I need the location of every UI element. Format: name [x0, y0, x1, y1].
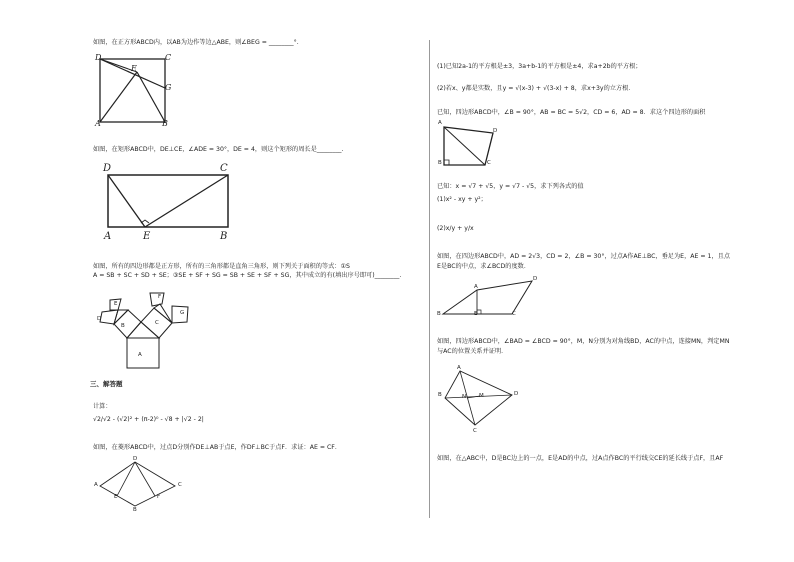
column-divider [429, 40, 430, 518]
question-rectangle-perimeter: 如图，在矩形ABCD中，DE⊥CE，∠ADE = 30°，DE = 4，则这个矩形的周长是________. [93, 146, 344, 153]
fig-r4-label-b: B [437, 311, 441, 317]
fig3-label-g: G [180, 310, 185, 316]
fig3-label-f: F [158, 294, 162, 300]
fig5-label-d: D [133, 456, 138, 462]
fig1-label-e: E [131, 64, 137, 73]
fig-r4-label-c: C [512, 311, 516, 317]
fig-r5-label-d: D [514, 391, 519, 397]
fig5-label-e: E [114, 494, 118, 500]
question-triangle-parallel: 如图，在△ABC中，D是BC边上的一点，E是AD的中点，过A点作BC的平行线交CE的延长线于点F，且AF [437, 455, 724, 462]
fig5-label-f: F [157, 494, 161, 500]
fig1-label-g: G [165, 83, 172, 92]
fig-r5-label-a: A [457, 365, 461, 371]
fig3-label-a: A [138, 352, 142, 358]
fig2-label-a: A [104, 231, 112, 242]
fig1-label-a: A [95, 119, 101, 128]
fig-r2-label-c: C [487, 160, 491, 166]
figure-quadrilateral-abcd-2 [437, 276, 547, 318]
figure-rhombus-abcd [95, 456, 185, 514]
fig1-label-d: D [95, 53, 102, 62]
fig5-label-c: C [178, 482, 182, 488]
question-mn-ac-line2: 与AC的位置关系并证明． [437, 348, 508, 355]
question-area-equations-line1: 如图，所有的四边形都是正方形，所有的三角形都是直角三角形，则下列关于面积的等式：①S [93, 263, 350, 270]
section-heading-answers: 三、解答题 [90, 380, 123, 388]
fig-r2-label-d: D [493, 128, 498, 134]
fig2-label-e: E [143, 231, 151, 242]
question-square-roots-part1: (1)已知2a-1的平方根是±3，3a+b-1的平方根是±4，求a+2b的平方根； [437, 63, 642, 70]
fig-r5-label-c: C [473, 428, 477, 434]
fig3-label-d: D [97, 316, 102, 322]
figure-rectangle-abcd [100, 168, 235, 233]
question-algebra-part2: (2)x/y + y/x [437, 225, 474, 232]
question-rhombus-proof: 如图，在菱形ABCD中，过点D分别作DE⊥AB于点E，作DF⊥BC于点F．求证：AE = CF． [93, 444, 342, 451]
fig2-label-c: C [220, 163, 228, 174]
fig3-label-c: C [155, 320, 159, 326]
question-angle-bcd-line2: E是BC的中点，求∠BCD的度数． [437, 263, 531, 270]
fig3-label-e: E [114, 301, 118, 307]
question-square-roots-part2: (2)若x、y都是实数，且y = √(x-3) + √(3-x) + 8，求x+3y的立方根． [437, 85, 635, 92]
fig-r5-label-m: M [479, 393, 484, 399]
fig5-label-b: B [133, 507, 137, 513]
question-mn-ac-line1: 如图，四边形ABCD中，∠BAD = ∠BCD = 90°，M，N分别为对角线BD，AC的中点，连接MN，判定MN [437, 338, 730, 345]
figure-quadrilateral-mn [440, 365, 520, 433]
fig-r5-label-b: B [438, 392, 442, 398]
question-angle-bcd-line1: 如图，在四边形ABCD中，AD = 2√3，CD = 2，∠B = 30°，过点A作AE⊥BC，垂足为E，AE = 1，且点 [437, 253, 731, 260]
fig-r2-label-b: B [438, 160, 442, 166]
calc-label: 计算： [93, 403, 112, 410]
question-area-equations-line2: A = SB + SC + SD + SE；③SE + SF + SG = SB + SE + SF + SG，其中成立的有(填出序号即可)________. [93, 272, 402, 279]
fig-r5-label-n: N [462, 394, 467, 400]
calc-expression: √2/√2 - (√2)² + (π-2)⁰ - √8 + |√2 - 2| [93, 416, 204, 423]
fig2-label-d: D [103, 163, 112, 174]
question-quadrilateral-area: 已知，四边形ABCD中，∠B = 90°，AB = BC = 5√2，CD = 6，AD = 8．求这个四边形的面积 [437, 109, 706, 116]
fig1-label-c: C [165, 53, 172, 62]
fig3-label-b: B [121, 323, 125, 329]
fig2-label-b: B [220, 231, 228, 242]
fig-r4-label-d: D [533, 276, 538, 282]
question-algebra-values: 已知：x = √7 + √5，y = √7 - √5，求下列各式的值 [437, 183, 584, 190]
fig-r4-label-e: E [474, 311, 478, 317]
fig-r4-label-a: A [474, 284, 478, 290]
fig1-label-b: B [162, 119, 168, 128]
question-square-angle: 如图，在正方形ABCD内，以AB为边作等边△ABE，则∠BEG = ________°. [93, 39, 299, 46]
figure-pythagoras-squares [88, 286, 198, 370]
question-algebra-part1: (1)x² - xy + y²； [437, 196, 487, 203]
fig5-label-a: A [94, 482, 98, 488]
fig-r2-label-a: A [438, 120, 442, 126]
